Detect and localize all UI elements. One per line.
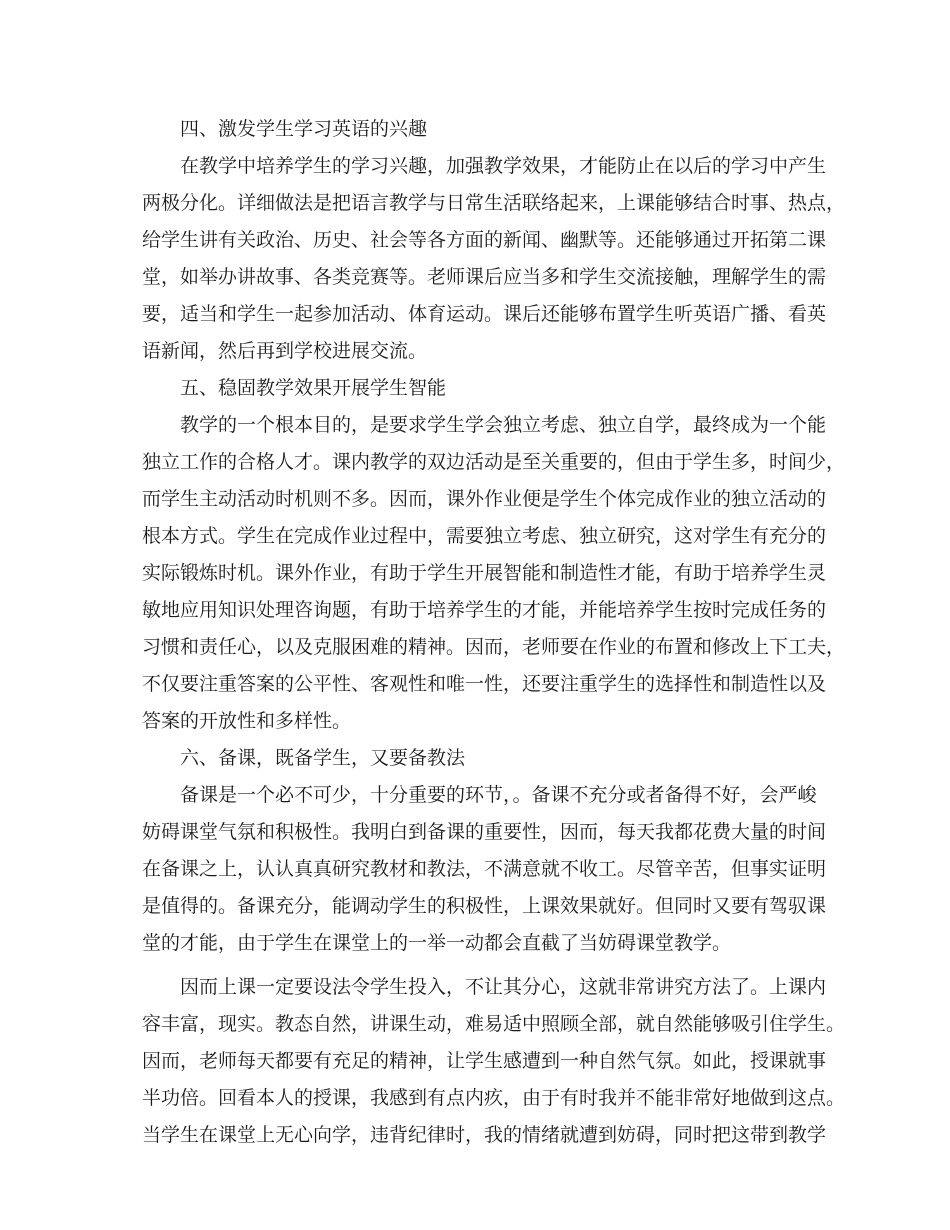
paragraph-line: 语新闻，然后再到学校进展交流。	[142, 340, 428, 362]
paragraph-line: 教学的一个根本目的，是要求学生学会独立考虑、独立自学，最终成为一个能	[180, 414, 827, 436]
paragraph-line: 堂的才能，由于学生在课堂上的一举一动都会直截了当妨碍课堂教学。	[142, 932, 732, 954]
paragraph-line: 而学生主动活动时机则不多。因而，课外作业便是学生个体完成作业的独立活动的	[142, 488, 827, 510]
paragraph-line: 根本方式。学生在完成作业过程中，需要独立考虑、独立研究，这对学生有充分的	[142, 525, 827, 547]
paragraph-line: 实际锻炼时机。课外作业，有助于学生开展智能和制造性才能，有助于培养学生灵	[142, 562, 827, 584]
paragraph-line: 半功倍。回看本人的授课，我感到有点内疚，由于有时我并不能非常好地做到这点。	[142, 1087, 846, 1109]
paragraph-line: 是值得的。备课充分，能调动学生的积极性，上课效果就好。但同时又要有驾驭课	[142, 895, 827, 917]
paragraph-line: 在教学中培养学生的学习兴趣，加强教学效果，才能防止在以后的学习中产生	[180, 155, 827, 177]
paragraph-line: 在备课之上，认认真真研究教材和教法，不满意就不收工。尽管辛苦，但事实证明	[142, 858, 827, 880]
paragraph-line: 两极分化。详细做法是把语言教学与日常生活联络起来，上课能够结合时事、热点，	[142, 192, 846, 214]
paragraph-line: 答案的开放性和多样性。	[142, 710, 352, 732]
paragraph-line: 因而上课一定要设法令学生投入，不让其分心，这就非常讲究方法了。上课内	[180, 976, 827, 998]
paragraph-line: 容丰富，现实。教态自然，讲课生动，难易适中照顾全部，就自然能够吸引住学生。	[142, 1013, 846, 1035]
section-heading-four: 四、激发学生学习英语的兴趣	[180, 118, 428, 140]
paragraph-line: 敏地应用知识处理咨询题，有助于培养学生的才能，并能培养学生按时完成任务的	[142, 599, 827, 621]
paragraph-line: 堂，如举办讲故事、各类竞赛等。老师课后应当多和学生交流接触，理解学生的需	[142, 266, 827, 288]
paragraph-line: 给学生讲有关政治、历史、社会等各方面的新闻、幽默等。还能够通过开拓第二课	[142, 229, 827, 251]
paragraph-line: 独立工作的合格人才。课内教学的双边活动是至关重要的，但由于学生多，时间少，	[142, 451, 846, 473]
paragraph-line: 备课是一个必不可少，十分重要的环节，。备课不充分或者备得不好，会严峻	[180, 784, 817, 806]
paragraph-line: 要，适当和学生一起参加活动、体育运动。课后还能够布置学生听英语广播、看英	[142, 303, 827, 325]
section-heading-five: 五、稳固教学效果开展学生智能	[180, 377, 447, 399]
paragraph-line: 妨碍课堂气氛和积极性。我明白到备课的重要性，因而，每天我都花费大量的时间	[142, 821, 827, 843]
paragraph-line: 当学生在课堂上无心向学，违背纪律时，我的情绪就遭到妨碍，同时把这带到教学	[142, 1124, 827, 1146]
paragraph-line: 不仅要注重答案的公平性、客观性和唯一性，还要注重学生的选择性和制造性以及	[142, 673, 827, 695]
paragraph-line: 习惯和责任心，以及克服困难的精神。因而，老师要在作业的布置和修改上下工夫，	[142, 636, 846, 658]
section-heading-six: 六、备课，既备学生，又要备教法	[180, 747, 466, 769]
paragraph-line: 因而，老师每天都要有充足的精神，让学生感遭到一种自然气氛。如此，授课就事	[142, 1050, 827, 1072]
